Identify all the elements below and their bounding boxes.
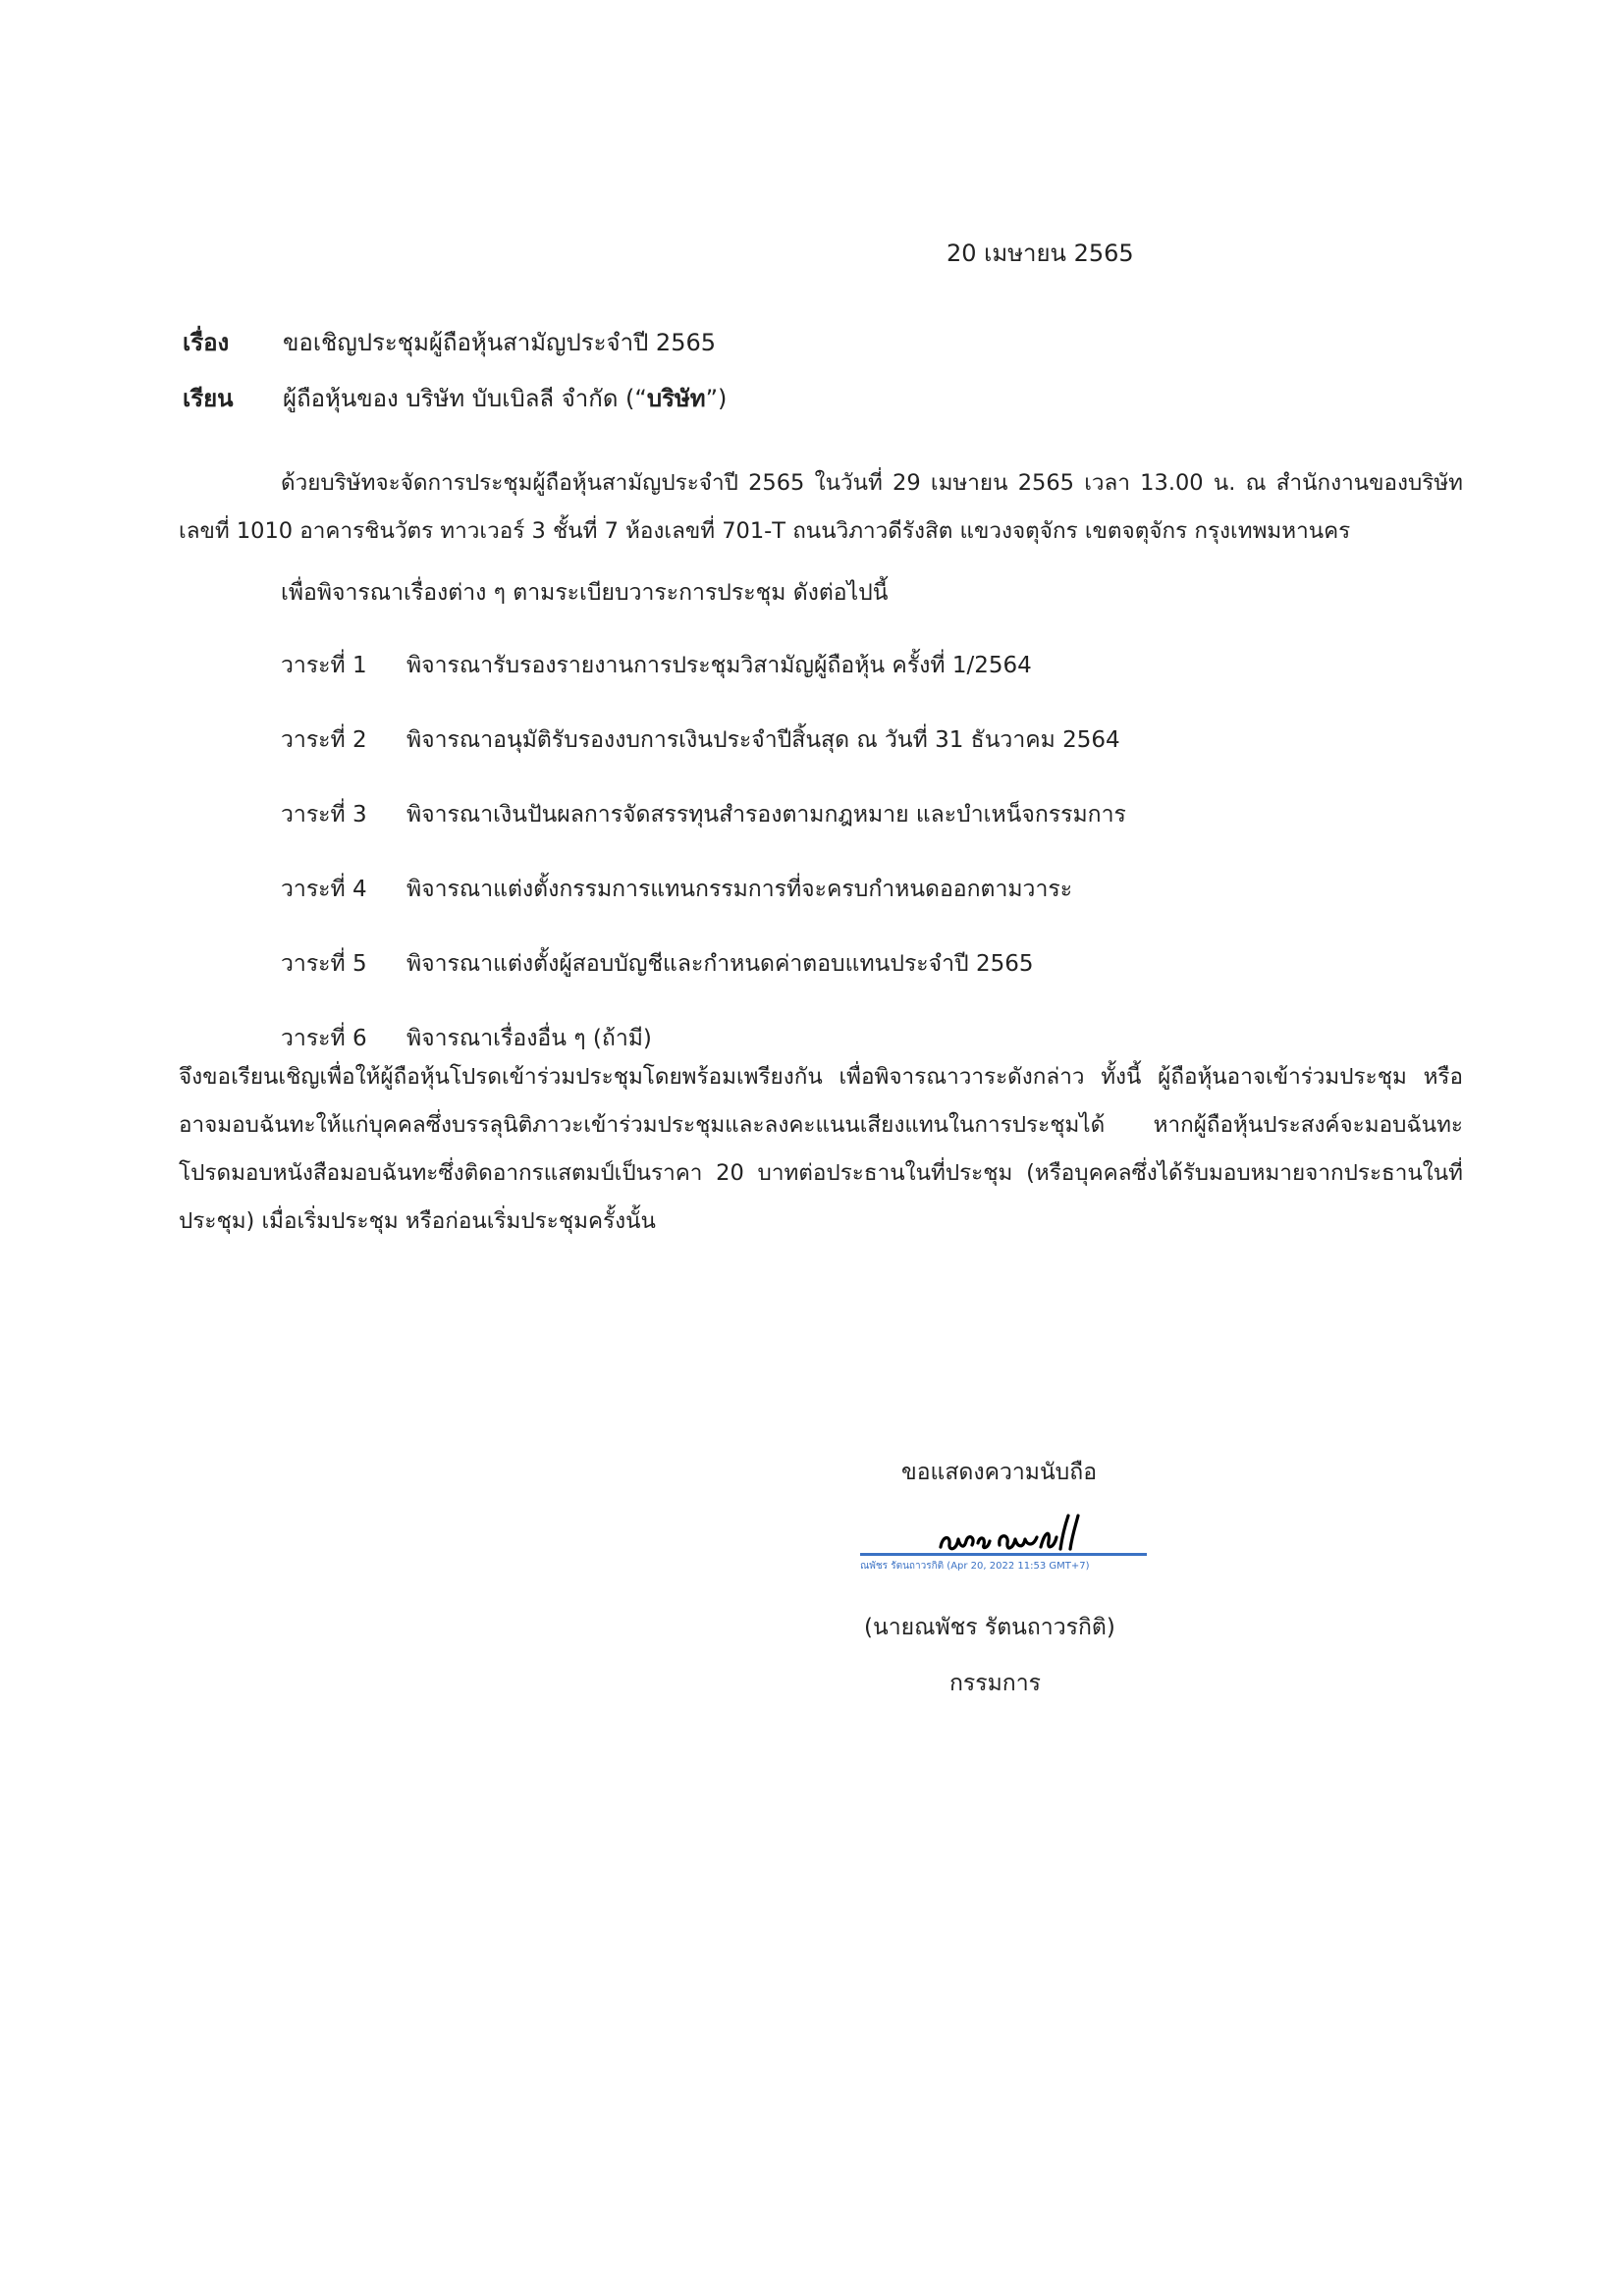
recipient-label: เรียน bbox=[183, 385, 234, 412]
agenda-number: วาระที่ 3 bbox=[281, 802, 367, 828]
subject-row bbox=[183, 323, 716, 361]
agenda-number: วาระที่ 5 bbox=[281, 951, 367, 977]
agenda-number: วาระที่ 6 bbox=[281, 1026, 367, 1051]
agenda-intro: เพื่อพิจารณาเรื่องต่าง ๆ ตามระเบียบวาระการประชุม ดังต่อไปนี้ bbox=[281, 580, 889, 606]
agenda-item bbox=[281, 797, 1126, 872]
agenda-text: พิจารณาอนุมัติรับรองงบการเงินประจำปีสิ้นสุด ณ วันที่ 31 ธันวาคม 2564 bbox=[406, 727, 1120, 753]
agenda-item bbox=[281, 946, 1126, 1021]
agenda-list bbox=[281, 648, 1126, 1095]
agenda-text: พิจารณารับรองรายงานการประชุมวิสามัญผู้ถือหุ้น ครั้งที่ 1/2564 bbox=[406, 653, 1032, 678]
recipient-text: ผู้ถือหุ้นของ บริษัท บับเบิลลี จำกัด (“ bbox=[283, 385, 647, 412]
closing-salutation: ขอแสดงความนับถือ bbox=[901, 1460, 1098, 1485]
signer-title: กรรมการ bbox=[949, 1671, 1041, 1696]
signer-name: (นายณพัชร รัตนถาวรกิติ) bbox=[864, 1615, 1115, 1640]
signature-block bbox=[856, 1512, 1151, 1576]
agenda-number: วาระที่ 4 bbox=[281, 877, 367, 902]
agenda-item bbox=[281, 722, 1126, 797]
agenda-text: พิจารณาแต่งตั้งกรรมการแทนกรรมการที่จะครบกำหนดออกตามวาระ bbox=[406, 877, 1073, 902]
letter-date: 20 เมษายน 2565 bbox=[947, 240, 1134, 267]
subject-label: เรื่อง bbox=[183, 329, 230, 356]
agenda-text: พิจารณาเงินปันผลการจัดสรรทุนสำรองตามกฎหมาย และบำเหน็จกรรมการ bbox=[406, 802, 1126, 828]
agenda-number: วาระที่ 1 bbox=[281, 653, 367, 678]
agenda-text: พิจารณาแต่งตั้งผู้สอบบัญชีและกำหนดค่าตอบแทนประจำปี 2565 bbox=[406, 951, 1034, 977]
handwritten-signature bbox=[935, 1512, 1082, 1557]
company-short-name: บริษัท bbox=[646, 385, 706, 412]
invitation-paragraph: จึงขอเรียนเชิญเพื่อให้ผู้ถือหุ้นโปรดเข้าร่วมประชุมโดยพร้อมเพรียงกัน เพื่อพิจารณาวาระดังกล่าว ทั้งนี้ ผู้ถือหุ้นอาจเข้าร่วมประชุม หรืออาจมอบฉันทะให้แก่บุคคลซึ่งบรรลุนิติภาวะเข้าร่วมประชุมและลงคะแนนเสียงแทนในการประชุมได้ หากผู้ถือหุ้นประสงค์จะมอบฉันทะ โปรดมอบหนังสือมอบฉันทะซึ่งติดอากรแสตมป์เป็นราคา 20 บาทต่อประธานในที่ประชุม (หรือบุคคลซึ่งได้รับมอบหมายจากประธานในที่ประชุม) เมื่อเริ่มประชุม หรือก่อนเริ่มประชุมครั้งนั้น bbox=[179, 1064, 1463, 1234]
agenda-item bbox=[281, 648, 1126, 722]
recipient-row bbox=[183, 379, 727, 417]
meeting-details-paragraph: ด้วยบริษัทจะจัดการประชุมผู้ถือหุ้นสามัญประจำปี 2565 ในวันที่ 29 เมษายน 2565 เวลา 13.00 น. ณ สำนักงานของบริษัท เลขที่ 1010 อาคารชินวัตร ทาวเวอร์ 3 ชั้นที่ 7 ห้องเลขที่ 701-T ถนนวิภาวดีรังสิต แขวงจตุจักร เขตจตุจักร กรุงเทพมหานคร bbox=[179, 470, 1463, 544]
subject-text: ขอเชิญประชุมผู้ถือหุ้นสามัญประจำปี 2565 bbox=[283, 329, 717, 356]
signature-line bbox=[860, 1553, 1147, 1556]
recipient-text-end: ”) bbox=[705, 385, 728, 412]
agenda-item bbox=[281, 872, 1126, 946]
signature-caption: ณพัชร รัตนถาวรกิติ (Apr 20, 2022 11:53 GMT+7) bbox=[860, 1561, 1090, 1572]
agenda-text: พิจารณาเรื่องอื่น ๆ (ถ้ามี) bbox=[406, 1026, 652, 1051]
agenda-number: วาระที่ 2 bbox=[281, 727, 367, 753]
